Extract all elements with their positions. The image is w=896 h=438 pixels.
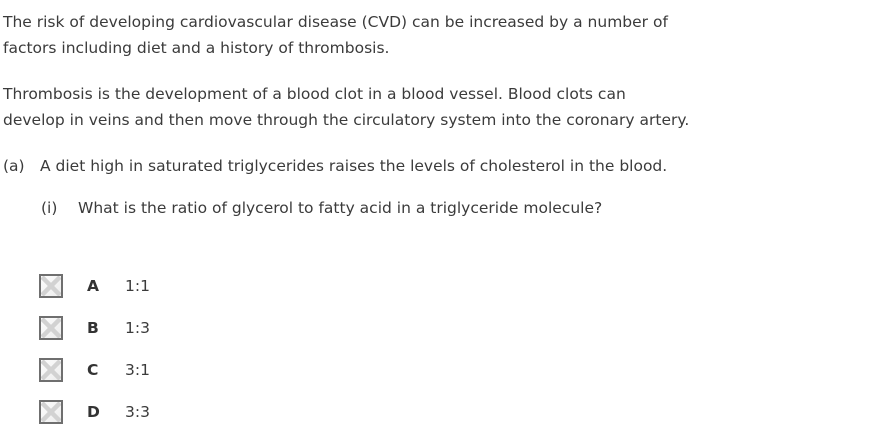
question-part-a-i-label: (i) — [41, 199, 58, 217]
answer-checkbox-c-icon[interactable] — [39, 358, 63, 382]
answer-checkbox-d-icon[interactable] — [39, 400, 63, 424]
intro-paragraph-2 — [3, 81, 896, 133]
option-letter: D — [87, 403, 100, 421]
answer-option-c — [39, 358, 896, 382]
answer-option-a — [39, 274, 896, 298]
paragraph-line: develop in veins and then move through the circulatory system into the coronary artery. — [3, 111, 690, 129]
answer-options-list — [3, 274, 896, 424]
option-value: 3:3 — [125, 403, 150, 421]
intro-paragraph-1 — [3, 9, 896, 61]
question-part-a-label: (a) — [3, 157, 25, 175]
answer-checkbox-b-icon[interactable] — [39, 316, 63, 340]
answer-checkbox-a-icon[interactable] — [39, 274, 63, 298]
option-letter: B — [87, 319, 99, 337]
option-value: 1:1 — [125, 277, 150, 295]
paragraph-line: The risk of developing cardiovascular disease (CVD) can be increased by a number of — [3, 13, 668, 31]
answer-option-d — [39, 400, 896, 424]
question-part-a-i-text: What is the ratio of glycerol to fatty acid in a triglyceride molecule? — [78, 199, 603, 217]
option-letter: C — [87, 361, 99, 379]
option-letter: A — [87, 277, 99, 295]
option-value: 3:1 — [125, 361, 150, 379]
paragraph-line: factors including diet and a history of thrombosis. — [3, 39, 390, 57]
question-part-a — [3, 153, 896, 179]
answer-option-b — [39, 316, 896, 340]
question-part-a-text: A diet high in saturated triglycerides raises the levels of cholesterol in the blood. — [40, 157, 668, 175]
paragraph-line: Thrombosis is the development of a blood clot in a blood vessel. Blood clots can — [3, 85, 626, 103]
question-part-a-i — [41, 195, 896, 221]
option-value: 1:3 — [125, 319, 150, 337]
